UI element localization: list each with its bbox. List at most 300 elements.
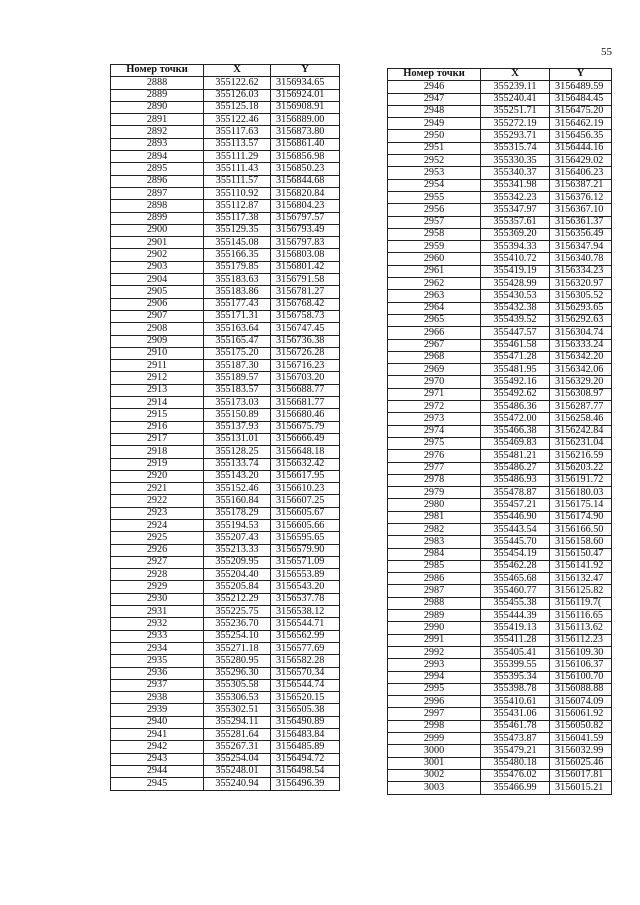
point-number-cell: 2940 xyxy=(111,716,204,728)
x-coordinate-cell: 355394.33 xyxy=(481,241,550,253)
table-row xyxy=(111,483,340,495)
point-number-cell: 2972 xyxy=(388,401,481,413)
table-row xyxy=(111,409,340,421)
table-row xyxy=(111,569,340,581)
table-row xyxy=(388,646,612,658)
point-number-cell: 2915 xyxy=(111,409,204,421)
x-coordinate-cell: 355296.30 xyxy=(204,667,271,679)
table-row xyxy=(111,89,340,101)
table-row xyxy=(111,347,340,359)
x-coordinate-cell: 355152.46 xyxy=(204,483,271,495)
x-coordinate-cell: 355236.70 xyxy=(204,618,271,630)
x-coordinate-cell: 355432.38 xyxy=(481,302,550,314)
point-number-cell: 2960 xyxy=(388,253,481,265)
point-number-cell: 2945 xyxy=(111,778,204,790)
table-row xyxy=(111,212,340,224)
table-row xyxy=(388,228,612,240)
table-row xyxy=(111,335,340,347)
y-coordinate-cell: 3156607.25 xyxy=(271,495,340,507)
table-row xyxy=(388,142,612,154)
x-coordinate-cell: 355183.57 xyxy=(204,384,271,396)
x-coordinate-cell: 355112.87 xyxy=(204,200,271,212)
x-coordinate-cell: 355330.35 xyxy=(481,155,550,167)
table-row xyxy=(388,450,612,462)
y-coordinate-cell: 3156158.60 xyxy=(550,536,612,548)
coordinates-table-left xyxy=(110,64,340,791)
x-coordinate-cell: 355166.35 xyxy=(204,249,271,261)
table-row xyxy=(388,388,612,400)
x-coordinate-cell: 355194.53 xyxy=(204,519,271,531)
x-coordinate-cell: 355395.34 xyxy=(481,671,550,683)
x-coordinate-cell: 355117.63 xyxy=(204,126,271,138)
table-row xyxy=(111,458,340,470)
point-number-cell: 2984 xyxy=(388,548,481,560)
x-coordinate-cell: 355461.78 xyxy=(481,720,550,732)
point-number-cell: 2911 xyxy=(111,360,204,372)
table-row xyxy=(111,286,340,298)
point-number-cell: 2935 xyxy=(111,655,204,667)
x-coordinate-cell: 355460.77 xyxy=(481,585,550,597)
y-coordinate-cell: 3156544.71 xyxy=(271,618,340,630)
x-coordinate-cell: 355461.58 xyxy=(481,339,550,351)
y-coordinate-cell: 3156166.50 xyxy=(550,523,612,535)
table-header-row xyxy=(388,69,612,81)
x-coordinate-cell: 355357.61 xyxy=(481,216,550,228)
table-row xyxy=(111,729,340,741)
y-coordinate-cell: 3156174.90 xyxy=(550,511,612,523)
y-coordinate-cell: 3156666.49 xyxy=(271,433,340,445)
table-row xyxy=(388,425,612,437)
y-coordinate-cell: 3156017.81 xyxy=(550,769,612,781)
y-coordinate-cell: 3156356.49 xyxy=(550,228,612,240)
point-number-cell: 2936 xyxy=(111,667,204,679)
x-coordinate-cell: 355315.74 xyxy=(481,142,550,154)
table-row xyxy=(111,200,340,212)
table-row xyxy=(388,610,612,622)
point-number-cell: 2930 xyxy=(111,593,204,605)
table-row xyxy=(111,581,340,593)
y-coordinate-cell: 3156112.23 xyxy=(550,634,612,646)
x-coordinate-cell: 355342.23 xyxy=(481,191,550,203)
table-row xyxy=(388,499,612,511)
point-number-cell: 2914 xyxy=(111,397,204,409)
y-coordinate-cell: 3156333.24 xyxy=(550,339,612,351)
point-number-cell: 2904 xyxy=(111,274,204,286)
y-coordinate-cell: 3156113.62 xyxy=(550,622,612,634)
table-row xyxy=(388,118,612,130)
y-coordinate-cell: 3156293.65 xyxy=(550,302,612,314)
point-number-cell: 2922 xyxy=(111,495,204,507)
point-number-cell: 2908 xyxy=(111,323,204,335)
y-coordinate-cell: 3156595.65 xyxy=(271,532,340,544)
point-number-cell: 2999 xyxy=(388,733,481,745)
x-coordinate-cell: 355430.53 xyxy=(481,290,550,302)
table-row xyxy=(111,519,340,531)
table-row xyxy=(388,683,612,695)
table-row xyxy=(111,778,340,790)
point-number-cell: 2903 xyxy=(111,261,204,273)
x-coordinate-cell: 355444.39 xyxy=(481,610,550,622)
y-coordinate-cell: 3156106.37 xyxy=(550,659,612,671)
point-number-cell: 2975 xyxy=(388,437,481,449)
y-coordinate-cell: 3156132.47 xyxy=(550,573,612,585)
point-number-cell: 2993 xyxy=(388,659,481,671)
point-number-cell: 2894 xyxy=(111,151,204,163)
point-number-cell: 2927 xyxy=(111,556,204,568)
x-coordinate-cell: 355272.19 xyxy=(481,118,550,130)
table-row xyxy=(111,397,340,409)
table-row xyxy=(111,716,340,728)
point-number-cell: 2902 xyxy=(111,249,204,261)
x-coordinate-cell: 355128.25 xyxy=(204,446,271,458)
point-number-cell: 2907 xyxy=(111,310,204,322)
page-number: 55 xyxy=(601,46,612,58)
point-number-cell: 2969 xyxy=(388,364,481,376)
y-coordinate-cell: 3156582.28 xyxy=(271,655,340,667)
table-row xyxy=(388,696,612,708)
point-number-cell: 2898 xyxy=(111,200,204,212)
point-number-cell: 2968 xyxy=(388,351,481,363)
y-coordinate-cell: 3156490.89 xyxy=(271,716,340,728)
y-coordinate-cell: 3156726.28 xyxy=(271,347,340,359)
point-number-cell: 3001 xyxy=(388,757,481,769)
y-coordinate-cell: 3156429.02 xyxy=(550,155,612,167)
point-number-cell: 2957 xyxy=(388,216,481,228)
table-row xyxy=(388,782,612,794)
x-coordinate-cell: 355173.03 xyxy=(204,397,271,409)
y-coordinate-cell: 3156610.23 xyxy=(271,483,340,495)
x-coordinate-cell: 355240.41 xyxy=(481,93,550,105)
y-coordinate-cell: 3156456.35 xyxy=(550,130,612,142)
table-row xyxy=(388,708,612,720)
table-row xyxy=(111,433,340,445)
x-coordinate-cell: 355212.29 xyxy=(204,593,271,605)
table-row xyxy=(111,630,340,642)
x-coordinate-cell: 355466.38 xyxy=(481,425,550,437)
x-coordinate-cell: 355179.85 xyxy=(204,261,271,273)
x-coordinate-cell: 355443.54 xyxy=(481,523,550,535)
point-number-cell: 2909 xyxy=(111,335,204,347)
y-coordinate-cell: 3156119.7( xyxy=(550,597,612,609)
y-coordinate-cell: 3156680.46 xyxy=(271,409,340,421)
y-coordinate-cell: 3156498.54 xyxy=(271,765,340,777)
table-row xyxy=(388,204,612,216)
point-number-cell: 2951 xyxy=(388,142,481,154)
point-number-cell: 2929 xyxy=(111,581,204,593)
y-coordinate-cell: 3156116.65 xyxy=(550,610,612,622)
y-coordinate-cell: 3156605.66 xyxy=(271,519,340,531)
table-row xyxy=(111,556,340,568)
x-coordinate-cell: 355405.41 xyxy=(481,646,550,658)
x-coordinate-cell: 355410.61 xyxy=(481,696,550,708)
point-number-cell: 2912 xyxy=(111,372,204,384)
x-coordinate-cell: 355481.95 xyxy=(481,364,550,376)
x-coordinate-cell: 355462.28 xyxy=(481,560,550,572)
y-coordinate-cell: 3156505.38 xyxy=(271,704,340,716)
y-coordinate-cell: 3156797.83 xyxy=(271,237,340,249)
x-coordinate-cell: 355189.57 xyxy=(204,372,271,384)
x-coordinate-cell: 355125.18 xyxy=(204,101,271,113)
y-coordinate-cell: 3156924.01 xyxy=(271,89,340,101)
table-row xyxy=(388,720,612,732)
x-coordinate-cell: 355117.38 xyxy=(204,212,271,224)
x-coordinate-cell: 355294.11 xyxy=(204,716,271,728)
x-coordinate-cell: 355457.21 xyxy=(481,499,550,511)
x-coordinate-cell: 355341.98 xyxy=(481,179,550,191)
x-coordinate-cell: 355160.84 xyxy=(204,495,271,507)
y-header: Y xyxy=(550,69,612,81)
point-number-cell: 2925 xyxy=(111,532,204,544)
y-coordinate-cell: 3156856.98 xyxy=(271,151,340,163)
y-coordinate-cell: 3156216.59 xyxy=(550,450,612,462)
x-coordinate-cell: 355347.97 xyxy=(481,204,550,216)
table-row xyxy=(388,302,612,314)
point-number-cell: 2928 xyxy=(111,569,204,581)
y-coordinate-cell: 3156305.52 xyxy=(550,290,612,302)
y-coordinate-cell: 3156605.67 xyxy=(271,507,340,519)
y-coordinate-cell: 3156716.23 xyxy=(271,360,340,372)
table-row xyxy=(111,360,340,372)
point-number-cell: 2910 xyxy=(111,347,204,359)
table-row xyxy=(388,191,612,203)
table-row xyxy=(388,314,612,326)
point-number-cell: 2888 xyxy=(111,77,204,89)
y-coordinate-cell: 3156791.58 xyxy=(271,274,340,286)
y-coordinate-cell: 3156703.20 xyxy=(271,372,340,384)
x-coordinate-cell: 355122.62 xyxy=(204,77,271,89)
table-row xyxy=(388,487,612,499)
table-header-row xyxy=(111,65,340,77)
x-coordinate-cell: 355239.11 xyxy=(481,81,550,93)
x-coordinate-cell: 355476.02 xyxy=(481,769,550,781)
table-row xyxy=(388,167,612,179)
table-row xyxy=(111,507,340,519)
x-coordinate-cell: 355486.27 xyxy=(481,462,550,474)
table-row xyxy=(111,618,340,630)
table-row xyxy=(111,655,340,667)
table-row xyxy=(111,704,340,716)
y-coordinate-cell: 3156015.21 xyxy=(550,782,612,794)
y-coordinate-cell: 3156688.77 xyxy=(271,384,340,396)
y-coordinate-cell: 3156934.65 xyxy=(271,77,340,89)
y-coordinate-cell: 3156496.39 xyxy=(271,778,340,790)
point-number-cell: 2997 xyxy=(388,708,481,720)
point-number-cell: 2952 xyxy=(388,155,481,167)
table-row xyxy=(111,470,340,482)
table-row xyxy=(388,462,612,474)
point-number-cell: 2944 xyxy=(111,765,204,777)
y-coordinate-cell: 3156242.84 xyxy=(550,425,612,437)
table-row xyxy=(111,298,340,310)
y-coordinate-cell: 3156544.74 xyxy=(271,679,340,691)
x-coordinate-cell: 355480.18 xyxy=(481,757,550,769)
x-coordinate-cell: 355419.13 xyxy=(481,622,550,634)
x-coordinate-cell: 355177.43 xyxy=(204,298,271,310)
point-number-cell: 2962 xyxy=(388,278,481,290)
point-number-cell: 2947 xyxy=(388,93,481,105)
y-coordinate-cell: 3156308.97 xyxy=(550,388,612,400)
point-number-cell: 2992 xyxy=(388,646,481,658)
table-row xyxy=(388,93,612,105)
point-number-cell: 2893 xyxy=(111,138,204,150)
table-row xyxy=(388,745,612,757)
table-row xyxy=(111,372,340,384)
point-number-cell: 2985 xyxy=(388,560,481,572)
point-number-header: Номер точки xyxy=(111,65,204,77)
point-number-cell: 2956 xyxy=(388,204,481,216)
point-number-cell: 2967 xyxy=(388,339,481,351)
point-number-cell: 2950 xyxy=(388,130,481,142)
point-number-cell: 2916 xyxy=(111,421,204,433)
point-number-cell: 2976 xyxy=(388,450,481,462)
point-number-cell: 2981 xyxy=(388,511,481,523)
y-coordinate-cell: 3156617.95 xyxy=(271,470,340,482)
point-number-cell: 3000 xyxy=(388,745,481,757)
point-number-cell: 2988 xyxy=(388,597,481,609)
table-row xyxy=(111,163,340,175)
y-coordinate-cell: 3156538.12 xyxy=(271,606,340,618)
table-row xyxy=(388,757,612,769)
x-header: X xyxy=(204,65,271,77)
x-coordinate-cell: 355439.52 xyxy=(481,314,550,326)
x-coordinate-cell: 355399.55 xyxy=(481,659,550,671)
table-row xyxy=(388,290,612,302)
x-coordinate-cell: 355369.20 xyxy=(481,228,550,240)
y-coordinate-cell: 3156100.70 xyxy=(550,671,612,683)
x-coordinate-cell: 355111.29 xyxy=(204,151,271,163)
y-coordinate-cell: 3156061.92 xyxy=(550,708,612,720)
table-row xyxy=(388,401,612,413)
x-coordinate-cell: 355466.99 xyxy=(481,782,550,794)
y-coordinate-cell: 3156203.22 xyxy=(550,462,612,474)
point-number-cell: 2899 xyxy=(111,212,204,224)
table-row xyxy=(388,105,612,117)
y-coordinate-cell: 3156180.03 xyxy=(550,487,612,499)
point-number-cell: 2917 xyxy=(111,433,204,445)
x-coordinate-cell: 355111.43 xyxy=(204,163,271,175)
y-coordinate-cell: 3156768.42 xyxy=(271,298,340,310)
x-coordinate-cell: 355305.58 xyxy=(204,679,271,691)
table-row xyxy=(111,593,340,605)
y-coordinate-cell: 3156340.78 xyxy=(550,253,612,265)
x-coordinate-cell: 355302.51 xyxy=(204,704,271,716)
point-number-cell: 2965 xyxy=(388,314,481,326)
x-coordinate-cell: 355478.87 xyxy=(481,487,550,499)
table-row xyxy=(388,671,612,683)
point-number-cell: 2943 xyxy=(111,753,204,765)
y-coordinate-cell: 3156489.59 xyxy=(550,81,612,93)
point-number-cell: 2906 xyxy=(111,298,204,310)
y-coordinate-cell: 3156562.99 xyxy=(271,630,340,642)
point-number-cell: 2941 xyxy=(111,729,204,741)
y-coordinate-cell: 3156175.14 xyxy=(550,499,612,511)
coordinates-table-right xyxy=(387,68,612,795)
table-row xyxy=(111,642,340,654)
table-row xyxy=(388,364,612,376)
x-coordinate-cell: 355122.46 xyxy=(204,114,271,126)
table-row xyxy=(111,175,340,187)
table-row xyxy=(111,421,340,433)
y-coordinate-cell: 3156231.04 xyxy=(550,437,612,449)
point-number-cell: 2974 xyxy=(388,425,481,437)
table-row xyxy=(388,376,612,388)
x-coordinate-cell: 355465.68 xyxy=(481,573,550,585)
table-row xyxy=(388,179,612,191)
x-coordinate-cell: 355248.01 xyxy=(204,765,271,777)
y-coordinate-cell: 3156462.19 xyxy=(550,118,612,130)
y-coordinate-cell: 3156304.74 xyxy=(550,327,612,339)
y-coordinate-cell: 3156850.23 xyxy=(271,163,340,175)
table-row xyxy=(111,741,340,753)
x-coordinate-cell: 355455.38 xyxy=(481,597,550,609)
y-coordinate-cell: 3156484.45 xyxy=(550,93,612,105)
table-row xyxy=(111,249,340,261)
y-coordinate-cell: 3156334.23 xyxy=(550,265,612,277)
y-coordinate-cell: 3156141.92 xyxy=(550,560,612,572)
x-coordinate-cell: 355175.20 xyxy=(204,347,271,359)
y-coordinate-cell: 3156577.69 xyxy=(271,642,340,654)
table-row xyxy=(111,323,340,335)
point-number-cell: 2895 xyxy=(111,163,204,175)
x-coordinate-cell: 355469.83 xyxy=(481,437,550,449)
point-number-cell: 2977 xyxy=(388,462,481,474)
point-number-cell: 2990 xyxy=(388,622,481,634)
point-number-cell: 2959 xyxy=(388,241,481,253)
table-row xyxy=(388,560,612,572)
table-row xyxy=(388,265,612,277)
y-coordinate-cell: 3156889.00 xyxy=(271,114,340,126)
point-number-cell: 2918 xyxy=(111,446,204,458)
point-number-cell: 2970 xyxy=(388,376,481,388)
x-coordinate-cell: 355183.63 xyxy=(204,274,271,286)
point-number-cell: 2973 xyxy=(388,413,481,425)
table-row xyxy=(111,310,340,322)
point-number-cell: 3002 xyxy=(388,769,481,781)
point-number-cell: 2889 xyxy=(111,89,204,101)
x-coordinate-cell: 355183.86 xyxy=(204,286,271,298)
y-coordinate-cell: 3156109.30 xyxy=(550,646,612,658)
x-coordinate-cell: 355204.40 xyxy=(204,569,271,581)
x-coordinate-cell: 355410.72 xyxy=(481,253,550,265)
point-number-cell: 2905 xyxy=(111,286,204,298)
table-row xyxy=(388,413,612,425)
point-number-cell: 2923 xyxy=(111,507,204,519)
y-coordinate-cell: 3156025.46 xyxy=(550,757,612,769)
point-number-cell: 2989 xyxy=(388,610,481,622)
y-coordinate-cell: 3156387.21 xyxy=(550,179,612,191)
point-number-cell: 2996 xyxy=(388,696,481,708)
table-row xyxy=(388,536,612,548)
table-row xyxy=(111,101,340,113)
point-number-cell: 2934 xyxy=(111,642,204,654)
x-coordinate-cell: 355280.95 xyxy=(204,655,271,667)
table-row xyxy=(111,692,340,704)
point-number-cell: 2901 xyxy=(111,237,204,249)
point-number-cell: 2939 xyxy=(111,704,204,716)
x-coordinate-cell: 355133.74 xyxy=(204,458,271,470)
y-coordinate-cell: 3156797.57 xyxy=(271,212,340,224)
point-number-cell: 2991 xyxy=(388,634,481,646)
point-number-cell: 2994 xyxy=(388,671,481,683)
y-coordinate-cell: 3156406.23 xyxy=(550,167,612,179)
point-number-cell: 2954 xyxy=(388,179,481,191)
table-row xyxy=(388,216,612,228)
x-coordinate-cell: 355171.31 xyxy=(204,310,271,322)
y-coordinate-cell: 3156675.79 xyxy=(271,421,340,433)
y-coordinate-cell: 3156804.23 xyxy=(271,200,340,212)
x-coordinate-cell: 355479.21 xyxy=(481,745,550,757)
x-coordinate-cell: 355209.95 xyxy=(204,556,271,568)
